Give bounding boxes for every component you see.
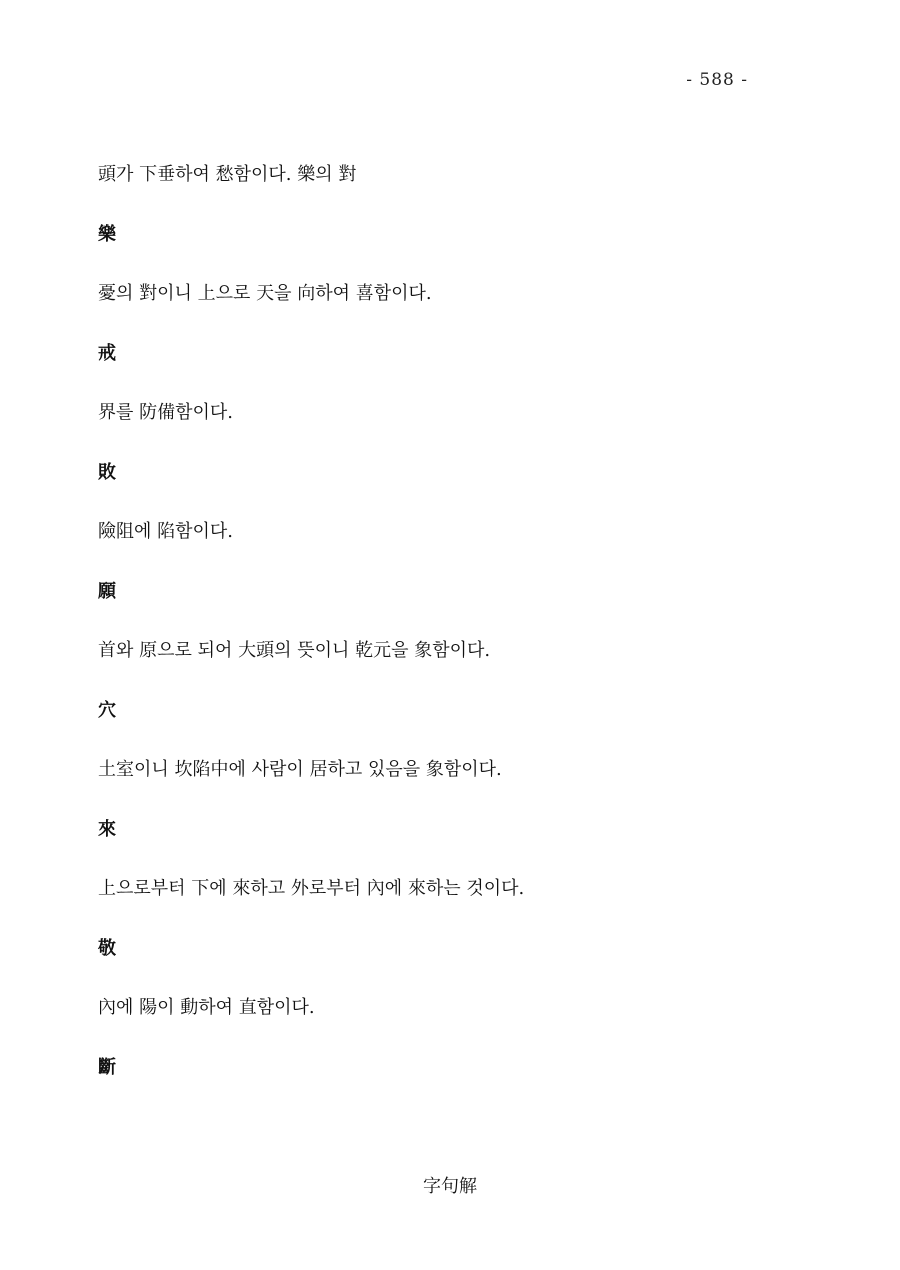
page-number: - 588 - (686, 70, 748, 90)
term-heading: 戒 (98, 342, 116, 364)
definition-line: 首와 原으로 되어 大頭의 뜻이니 乾元을 象함이다. (98, 640, 491, 661)
page-footer: 字句解 (423, 1176, 477, 1197)
term-heading: 斷 (98, 1056, 116, 1078)
definition-line: 上으로부터 下에 來하고 外로부터 內에 來하는 것이다. (98, 878, 525, 899)
definition-line: 土室이니 坎陷中에 사람이 居하고 있음을 象함이다. (98, 759, 502, 780)
definition-line: 內에 陽이 動하여 直함이다. (98, 997, 315, 1018)
term-heading: 來 (98, 818, 116, 840)
term-heading: 穴 (98, 699, 116, 721)
term-heading: 樂 (98, 223, 116, 245)
glossary-content (98, 160, 798, 1112)
definition-line: 險阻에 陷함이다. (98, 521, 233, 542)
term-heading: 敗 (98, 461, 116, 483)
definition-line: 界를 防備함이다. (98, 402, 233, 423)
definition-line: 憂의 對이니 上으로 天을 向하여 喜함이다. (98, 283, 432, 304)
term-heading: 願 (98, 580, 116, 602)
term-heading: 敬 (98, 937, 116, 959)
definition-line: 頭가 下垂하여 愁함이다. 樂의 對 (98, 164, 357, 185)
